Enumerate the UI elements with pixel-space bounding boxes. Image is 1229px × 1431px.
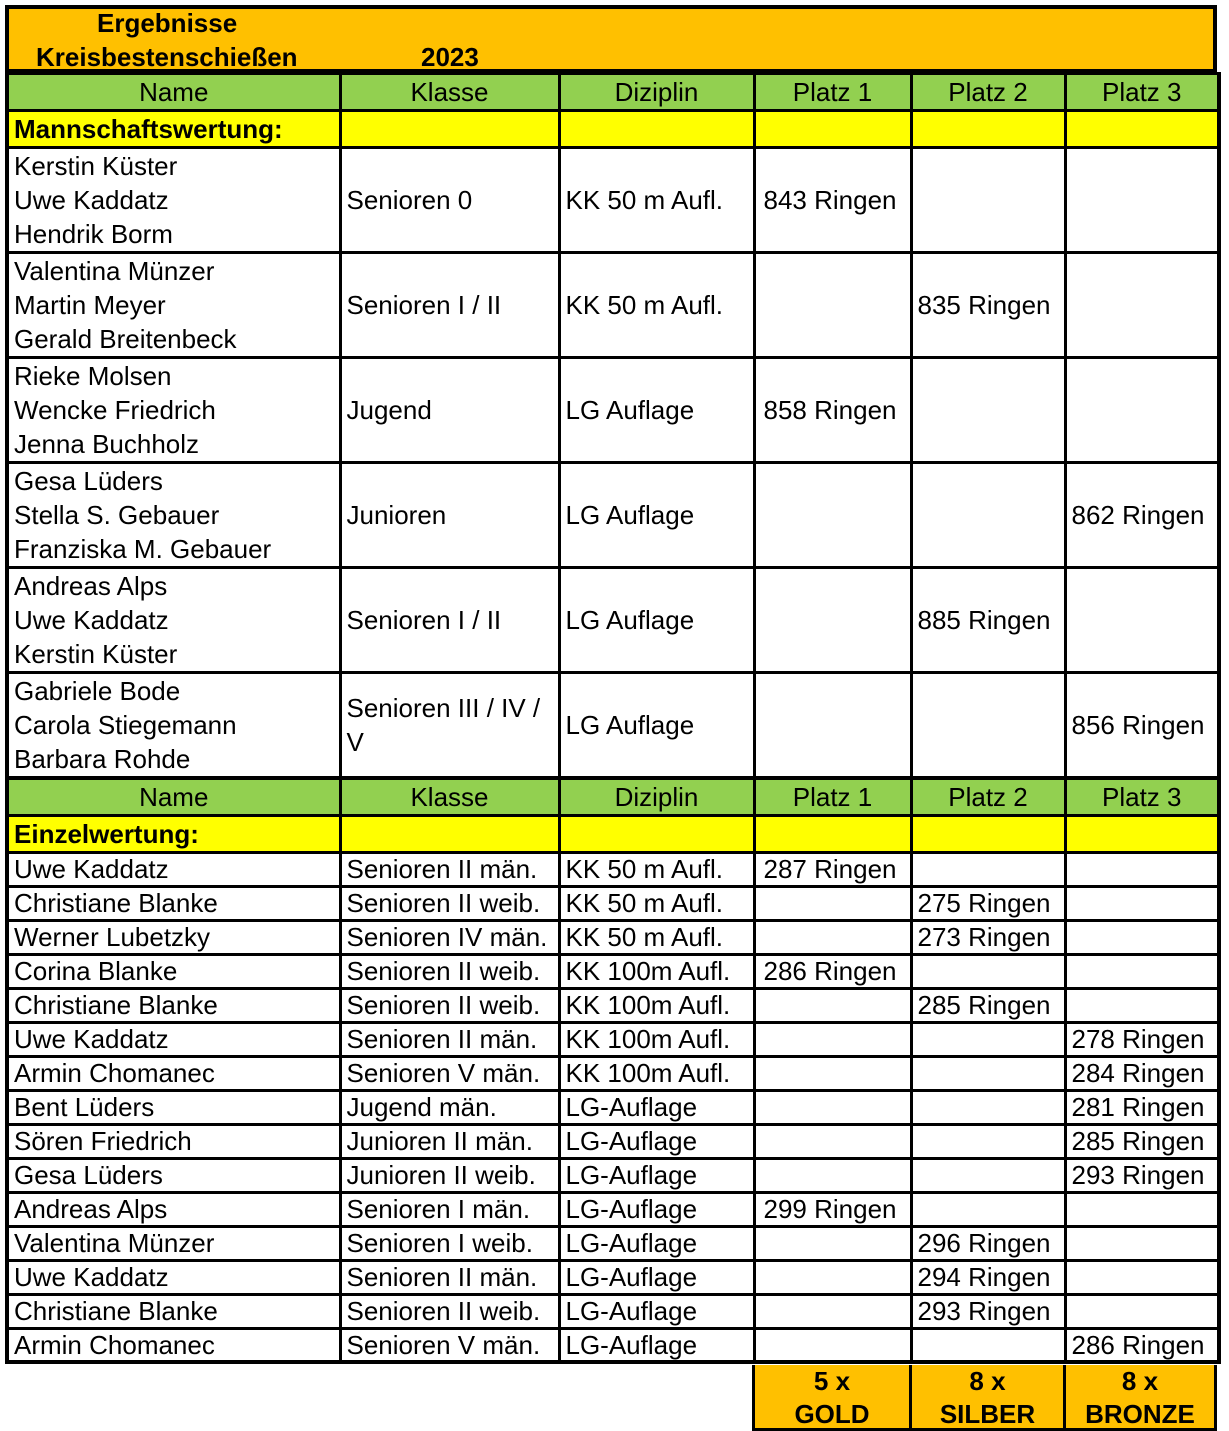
medal-label: BRONZE	[1085, 1399, 1195, 1429]
single-name: Armin Chomanec	[7, 1328, 340, 1362]
team-klasse: Senioren I / II	[340, 253, 559, 358]
single-platz3	[1065, 1226, 1219, 1260]
team-member-name: Valentina Münzer	[14, 256, 215, 286]
header-platz2: Platz 2	[911, 74, 1065, 111]
single-name: Werner Lubetzky	[7, 920, 340, 954]
team-disziplin: LG Auflage	[559, 463, 754, 568]
team-row	[7, 148, 1219, 253]
single-platz1	[754, 1090, 911, 1124]
team-platz1	[754, 463, 911, 568]
single-row	[7, 1192, 1219, 1226]
single-name: Christiane Blanke	[7, 886, 340, 920]
section-cell	[1065, 111, 1219, 148]
single-klasse: Senioren II män.	[340, 852, 559, 886]
single-platz2	[911, 852, 1065, 886]
single-platz2	[911, 1192, 1065, 1226]
team-names	[7, 568, 340, 673]
single-platz3	[1065, 988, 1219, 1022]
single-platz1	[754, 886, 911, 920]
team-platz3: 856 Ringen	[1065, 673, 1219, 779]
single-disziplin: LG-Auflage	[559, 1192, 754, 1226]
single-platz2	[911, 1022, 1065, 1056]
single-row	[7, 1090, 1219, 1124]
team-platz2: 885 Ringen	[911, 568, 1065, 673]
header-name: Name	[7, 778, 340, 815]
single-disziplin: LG-Auflage	[559, 1090, 754, 1124]
single-name: Corina Blanke	[7, 954, 340, 988]
single-klasse: Senioren II män.	[340, 1260, 559, 1294]
header-disziplin: Diziplin	[559, 74, 754, 111]
team-member-name: Gesa Lüders	[14, 466, 163, 496]
single-row	[7, 920, 1219, 954]
single-disziplin: KK 100m Aufl.	[559, 1022, 754, 1056]
single-name: Sören Friedrich	[7, 1124, 340, 1158]
team-member-name: Kerstin Küster	[14, 151, 178, 181]
single-row	[7, 1158, 1219, 1192]
single-name: Uwe Kaddatz	[7, 1022, 340, 1056]
single-disziplin: KK 100m Aufl.	[559, 988, 754, 1022]
single-klasse: Senioren I weib.	[340, 1226, 559, 1260]
team-klasse: Senioren 0	[340, 148, 559, 253]
single-klasse: Senioren II weib.	[340, 988, 559, 1022]
single-platz3	[1065, 920, 1219, 954]
single-name: Uwe Kaddatz	[7, 852, 340, 886]
single-platz1	[754, 1124, 911, 1158]
single-row	[7, 1022, 1219, 1056]
team-platz2: 835 Ringen	[911, 253, 1065, 358]
team-member-name: Martin Meyer	[14, 290, 166, 320]
team-klasse: Senioren I / II	[340, 568, 559, 673]
single-name: Valentina Münzer	[7, 1226, 340, 1260]
team-names	[7, 463, 340, 568]
single-name: Christiane Blanke	[7, 988, 340, 1022]
single-disziplin: KK 50 m Aufl.	[559, 920, 754, 954]
single-platz1	[754, 1294, 911, 1328]
team-platz3	[1065, 253, 1219, 358]
single-platz2: 275 Ringen	[911, 886, 1065, 920]
single-name: Bent Lüders	[7, 1090, 340, 1124]
team-row	[7, 358, 1219, 463]
single-name: Andreas Alps	[7, 1192, 340, 1226]
team-disziplin: LG Auflage	[559, 673, 754, 779]
team-klasse: Senioren III / IV / V	[340, 673, 559, 779]
single-platz2	[911, 1056, 1065, 1090]
single-platz1: 287 Ringen	[754, 852, 911, 886]
single-platz1: 286 Ringen	[754, 954, 911, 988]
single-platz3: 286 Ringen	[1065, 1328, 1219, 1362]
single-platz2: 285 Ringen	[911, 988, 1065, 1022]
single-disziplin: KK 50 m Aufl.	[559, 886, 754, 920]
header-platz1: Platz 1	[754, 74, 911, 111]
team-member-name: Carola Stiegemann	[14, 710, 237, 740]
team-platz3	[1065, 358, 1219, 463]
single-disziplin: LG-Auflage	[559, 1158, 754, 1192]
results-table	[5, 72, 1221, 1364]
section-cell	[1065, 815, 1219, 852]
team-platz2	[911, 148, 1065, 253]
single-platz2: 294 Ringen	[911, 1260, 1065, 1294]
team-member-name: Barbara Rohde	[14, 744, 191, 774]
team-member-name: Wencke Friedrich	[14, 395, 216, 425]
team-klasse: Jugend	[340, 358, 559, 463]
single-disziplin: LG-Auflage	[559, 1226, 754, 1260]
team-member-name: Uwe Kaddatz	[14, 605, 169, 635]
title-year: 2023	[421, 42, 479, 72]
team-member-name: Rieke Molsen	[14, 361, 172, 391]
medal-count: 8 x	[1121, 1366, 1159, 1396]
single-platz1	[754, 1260, 911, 1294]
team-platz2	[911, 358, 1065, 463]
team-platz1	[754, 568, 911, 673]
single-platz3: 285 Ringen	[1065, 1124, 1219, 1158]
team-member-name: Franziska M. Gebauer	[14, 534, 272, 564]
medal-total-2	[909, 1365, 1066, 1431]
single-platz3	[1065, 886, 1219, 920]
team-platz3	[1065, 148, 1219, 253]
single-platz1	[754, 1158, 911, 1192]
team-names	[7, 253, 340, 358]
header-klasse: Klasse	[340, 778, 559, 815]
team-platz3: 862 Ringen	[1065, 463, 1219, 568]
single-klasse: Senioren II män.	[340, 1022, 559, 1056]
section-cell	[754, 111, 911, 148]
single-row	[7, 1124, 1219, 1158]
single-klasse: Senioren II weib.	[340, 886, 559, 920]
header-platz1: Platz 1	[754, 778, 911, 815]
medal-label: GOLD	[794, 1399, 870, 1429]
single-platz3: 278 Ringen	[1065, 1022, 1219, 1056]
medal-count: 5 x	[813, 1366, 851, 1396]
title-block	[5, 5, 1217, 72]
single-row	[7, 1294, 1219, 1328]
single-platz1	[754, 1226, 911, 1260]
single-row	[7, 1056, 1219, 1090]
team-member-name: Hendrik Borm	[14, 219, 173, 249]
section-cell	[911, 111, 1065, 148]
single-section-row	[7, 815, 1219, 852]
single-platz3: 284 Ringen	[1065, 1056, 1219, 1090]
single-platz2: 273 Ringen	[911, 920, 1065, 954]
title-line2: Kreisbestenschießen	[36, 42, 298, 72]
team-platz1	[754, 253, 911, 358]
team-member-name: Andreas Alps	[14, 571, 168, 601]
header-klasse: Klasse	[340, 74, 559, 111]
section-cell	[911, 815, 1065, 852]
header-platz3: Platz 3	[1065, 778, 1219, 815]
single-disziplin: KK 100m Aufl.	[559, 1056, 754, 1090]
header-disziplin: Diziplin	[559, 778, 754, 815]
medal-label: SILBER	[939, 1399, 1036, 1429]
team-row	[7, 673, 1219, 779]
header-name: Name	[7, 74, 340, 111]
single-platz1	[754, 988, 911, 1022]
single-platz2	[911, 954, 1065, 988]
team-disziplin: LG Auflage	[559, 568, 754, 673]
medal-total-3	[1063, 1365, 1217, 1431]
section-cell	[559, 111, 754, 148]
team-member-name: Gerald Breitenbeck	[14, 324, 237, 354]
single-platz1	[754, 1022, 911, 1056]
team-platz1: 858 Ringen	[754, 358, 911, 463]
medal-count: 8 x	[969, 1366, 1006, 1396]
team-platz2	[911, 463, 1065, 568]
team-platz1: 843 Ringen	[754, 148, 911, 253]
single-disziplin: KK 100m Aufl.	[559, 954, 754, 988]
team-member-name: Uwe Kaddatz	[14, 185, 169, 215]
section-cell	[559, 815, 754, 852]
team-klasse: Junioren	[340, 463, 559, 568]
section-cell	[340, 111, 559, 148]
single-klasse: Senioren IV män.	[340, 920, 559, 954]
single-platz3: 281 Ringen	[1065, 1090, 1219, 1124]
single-klasse: Senioren V män.	[340, 1328, 559, 1362]
team-row	[7, 463, 1219, 568]
team-section-row	[7, 111, 1219, 148]
team-names	[7, 358, 340, 463]
team-row	[7, 253, 1219, 358]
header-platz2: Platz 2	[911, 778, 1065, 815]
single-platz3	[1065, 1260, 1219, 1294]
single-platz3	[1065, 852, 1219, 886]
single-platz2	[911, 1090, 1065, 1124]
single-platz2	[911, 1328, 1065, 1362]
section-cell	[340, 815, 559, 852]
single-platz1	[754, 1056, 911, 1090]
single-platz3	[1065, 1192, 1219, 1226]
single-platz2: 296 Ringen	[911, 1226, 1065, 1260]
team-member-name: Gabriele Bode	[14, 676, 181, 706]
team-platz3	[1065, 568, 1219, 673]
header-platz3: Platz 3	[1065, 74, 1219, 111]
single-row	[7, 852, 1219, 886]
single-name: Armin Chomanec	[7, 1056, 340, 1090]
single-row	[7, 988, 1219, 1022]
section-label: Einzelwertung:	[7, 815, 340, 852]
section-cell	[754, 815, 911, 852]
team-disziplin: LG Auflage	[559, 358, 754, 463]
single-row	[7, 886, 1219, 920]
title-line1: Ergebnisse	[97, 8, 238, 38]
single-platz2	[911, 1124, 1065, 1158]
single-platz3: 293 Ringen	[1065, 1158, 1219, 1192]
results-sheet	[5, 5, 1217, 1429]
single-platz2: 293 Ringen	[911, 1294, 1065, 1328]
single-row	[7, 1226, 1219, 1260]
single-disziplin: LG-Auflage	[559, 1124, 754, 1158]
single-platz3	[1065, 954, 1219, 988]
single-klasse: Jugend män.	[340, 1090, 559, 1124]
team-disziplin: KK 50 m Aufl.	[559, 253, 754, 358]
section-label: Mannschaftswertung:	[7, 111, 340, 148]
single-disziplin: LG-Auflage	[559, 1260, 754, 1294]
single-klasse: Senioren I män.	[340, 1192, 559, 1226]
single-klasse: Senioren II weib.	[340, 1294, 559, 1328]
single-platz1: 299 Ringen	[754, 1192, 911, 1226]
single-disziplin: LG-Auflage	[559, 1328, 754, 1362]
single-disziplin: KK 50 m Aufl.	[559, 852, 754, 886]
team-platz1	[754, 673, 911, 779]
single-platz2	[911, 1158, 1065, 1192]
single-disziplin: LG-Auflage	[559, 1294, 754, 1328]
single-name: Uwe Kaddatz	[7, 1260, 340, 1294]
single-header-row	[7, 778, 1219, 815]
team-disziplin: KK 50 m Aufl.	[559, 148, 754, 253]
single-name: Gesa Lüders	[7, 1158, 340, 1192]
team-row	[7, 568, 1219, 673]
single-klasse: Senioren V män.	[340, 1056, 559, 1090]
single-klasse: Senioren II weib.	[340, 954, 559, 988]
team-member-name: Stella S. Gebauer	[14, 500, 220, 530]
team-member-name: Jenna Buchholz	[14, 429, 200, 459]
team-header-row	[7, 74, 1219, 111]
team-names	[7, 673, 340, 779]
single-platz1	[754, 1328, 911, 1362]
medal-total-1	[752, 1365, 912, 1431]
single-name: Christiane Blanke	[7, 1294, 340, 1328]
single-row	[7, 954, 1219, 988]
single-row	[7, 1328, 1219, 1362]
single-row	[7, 1260, 1219, 1294]
single-klasse: Junioren II män.	[340, 1124, 559, 1158]
team-member-name: Kerstin Küster	[14, 639, 178, 669]
team-platz2	[911, 673, 1065, 779]
team-names	[7, 148, 340, 253]
single-platz3	[1065, 1294, 1219, 1328]
single-platz1	[754, 920, 911, 954]
single-klasse: Junioren II weib.	[340, 1158, 559, 1192]
